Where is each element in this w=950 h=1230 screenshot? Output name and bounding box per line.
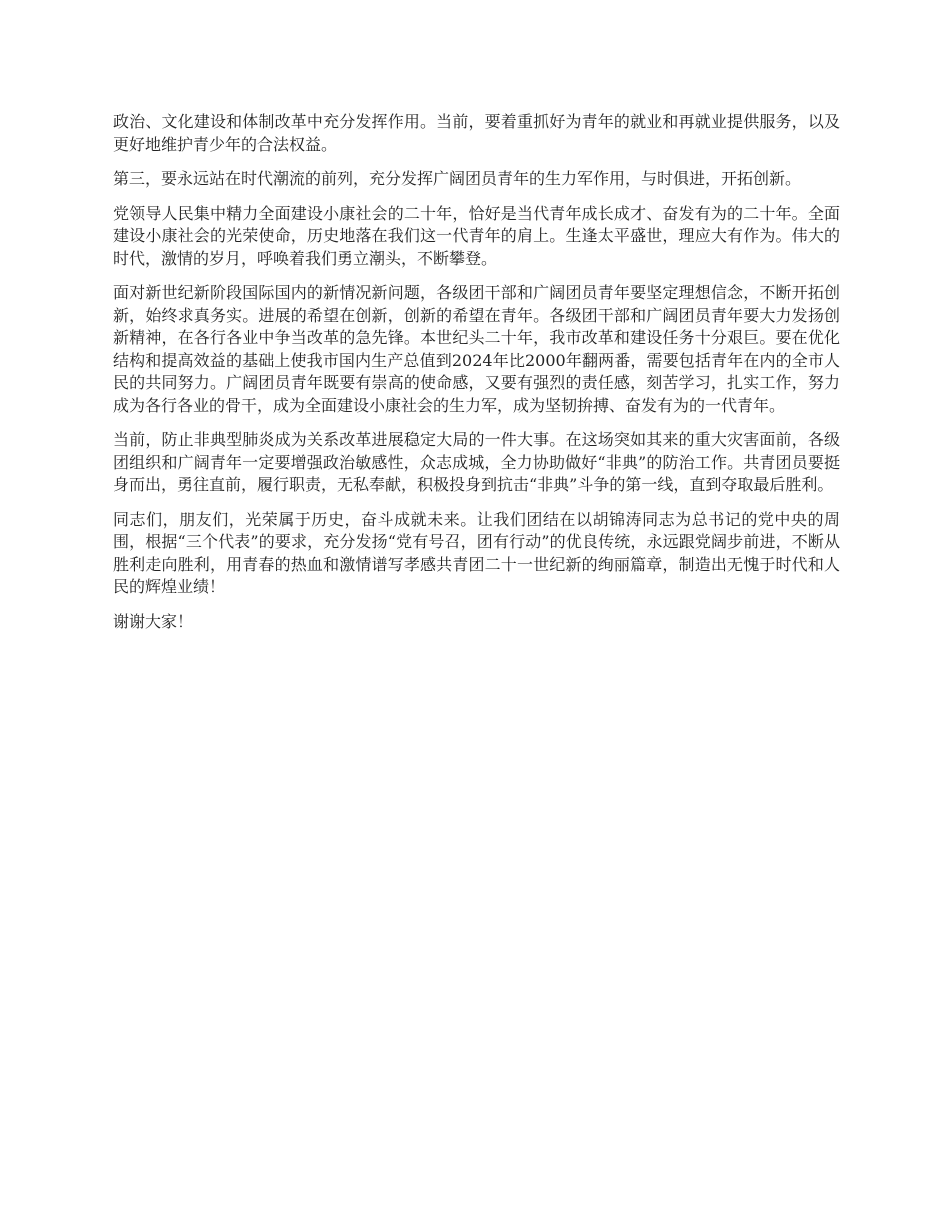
closing-line: 谢谢大家！	[113, 611, 194, 631]
paragraph-6: 同志们，朋友们，光荣属于历史，奋斗成就未来。让我们团结在以胡锦涛同志为总书记的党中央的周围，根据“三个代表”的要求，充分发扬“党有号召，团有行动”的优良传统，永远跟党阔步前进，不断从胜利走向胜利，用青春的热血和激情谱写孝感共青团二十一世纪新的绚丽篇章，制造出无愧于时代和人民的辉煌业绩！	[113, 509, 840, 596]
paragraph-3: 党领导人民集中精力全面建设小康社会的二十年，恰好是当代青年成长成才、奋发有为的二十年。全面建设小康社会的光荣使命，历史地落在我们这一代青年的肩上。生逢太平盛世，理应大有作为。伟大的时代，激情的岁月，呼唤着我们勇立潮头，不断攀登。	[113, 203, 840, 268]
document-body	[113, 111, 840, 645]
paragraph-5: 当前，防止非典型肺炎成为关系改革进展稳定大局的一件大事。在这场突如其来的重大灾害面前，各级团组织和广阔青年一定要增强政治敏感性，众志成城，全力协助做好“非典”的防治工作。共青团员要挺身而出，勇往直前，履行职责，无私奉献，积极投身到抗击“非典”斗争的第一线，直到夺取最后胜利。	[113, 430, 840, 494]
paragraph-4: 面对新世纪新阶段国际国内的新情况新问题，各级团干部和广阔团员青年要坚定理想信念，不断开拓创新，始终求真务实。进展的希望在创新，创新的希望在青年。各级团干部和广阔团员青年要大力发扬创新精神，在各行各业中争当改革的急先锋。本世纪头二十年，我市改革和建设任务十分艰巨。要在优化结构和提高效益的基础上使我市国内生产总值到2024年比2000年翻两番，需要包括青年在内的全市人民的共同努力。广阔团员青年既要有崇高的使命感，又要有强烈的责任感，刻苦学习，扎实工作，努力成为各行各业的骨干，成为全面建设小康社会的生力军，成为坚韧拚搏、奋发有为的一代青年。	[113, 283, 840, 415]
paragraph-2: 第三，要永远站在时代潮流的前列，充分发挥广阔团员青年的生力军作用，与时俱进，开拓创新。	[113, 169, 802, 188]
paragraph-1: 政治、文化建设和体制改革中充分发挥作用。当前，要着重抓好为青年的就业和再就业提供服务，以及更好地维护青少年的合法权益。	[113, 112, 840, 154]
